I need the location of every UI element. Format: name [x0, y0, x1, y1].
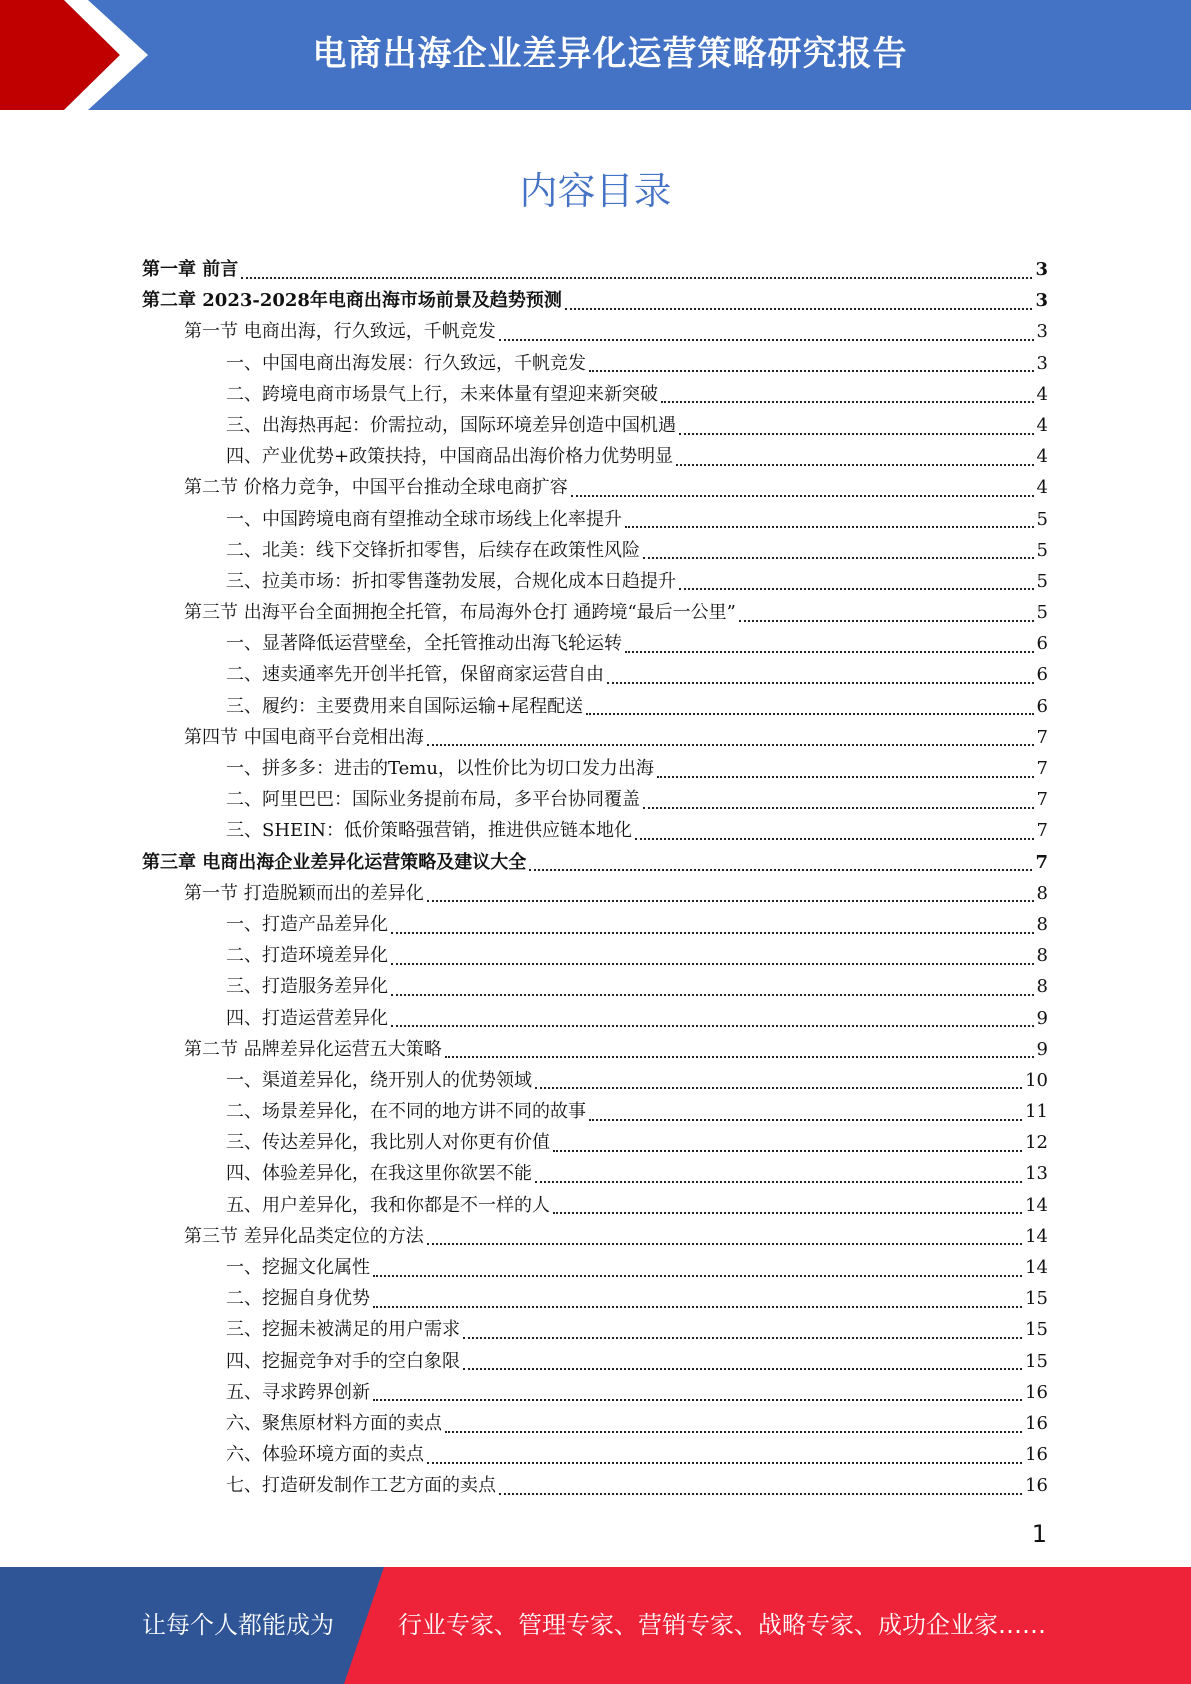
toc-dot-leader	[463, 1337, 1022, 1339]
toc-entry-page: 11	[1025, 1101, 1048, 1123]
toc-entry-page: 4	[1036, 414, 1048, 436]
toc-entry-title: 三、拉美市场：折扣零售蓬勃发展，合规化成本日趋提升	[226, 570, 676, 592]
toc-entry-title: 二、挖掘自身优势	[226, 1288, 370, 1310]
toc-entry-page: 3	[1035, 290, 1048, 312]
toc-entry[interactable]	[142, 628, 1048, 659]
toc-entry-title: 第二节 价格力竞争，中国平台推动全球电商扩容	[184, 477, 568, 499]
toc-entry[interactable]	[142, 659, 1048, 690]
toc-dot-leader	[427, 744, 1034, 746]
toc-entry-page: 12	[1025, 1132, 1048, 1154]
toc-dot-leader	[391, 932, 1034, 934]
toc-entry-page: 5	[1036, 602, 1048, 624]
toc-entry[interactable]	[142, 878, 1048, 909]
toc-entry-page: 8	[1036, 976, 1048, 998]
toc-entry[interactable]	[142, 1346, 1048, 1377]
toc-dot-leader	[553, 1212, 1022, 1214]
toc-entry-page: 16	[1025, 1475, 1048, 1497]
toc-dot-leader	[571, 495, 1034, 497]
toc-entry[interactable]	[142, 1065, 1048, 1096]
toc-entry-title: 一、拼多多：进击的Temu，以性价比为切口发力出海	[226, 758, 654, 779]
toc-entry-title: 一、打造产品差异化	[226, 913, 388, 935]
toc-entry-title: 五、寻求跨界创新	[226, 1381, 370, 1403]
toc-entry[interactable]	[142, 441, 1048, 472]
toc-entry-page: 3	[1036, 321, 1048, 343]
toc-entry-title: 二、打造环境差异化	[226, 945, 388, 967]
toc-entry-page: 8	[1036, 882, 1048, 904]
toc-entry-page: 13	[1025, 1163, 1048, 1185]
toc-entry-page: 4	[1036, 383, 1048, 405]
toc-dot-leader	[529, 869, 1032, 871]
toc-entry-page: 6	[1036, 695, 1048, 717]
toc-entry-page: 5	[1036, 570, 1048, 592]
toc-dot-leader	[241, 277, 1032, 279]
toc-entry-title: 四、打造运营差异化	[226, 1007, 388, 1029]
toc-entry-title: 一、中国电商出海发展：行久致远，千帆竞发	[226, 352, 586, 374]
toc-entry[interactable]	[142, 722, 1048, 753]
toc-entry-title: 三、履约：主要费用来自国际运输+尾程配送	[226, 695, 584, 717]
toc-entry-page: 4	[1036, 446, 1048, 468]
toc-entry[interactable]	[142, 1096, 1048, 1127]
header-band	[0, 0, 1191, 110]
toc-entry[interactable]	[142, 815, 1048, 846]
toc-entry[interactable]	[142, 1439, 1048, 1470]
toc-entry-title: 第一节 打造脱颖而出的差异化	[184, 882, 424, 904]
toc-entry-title: 二、北美：线下交锋折扣零售，后续存在政策性风险	[226, 539, 640, 561]
toc-dot-leader	[635, 838, 1034, 840]
toc-dot-leader	[427, 1243, 1022, 1245]
toc-dot-leader	[499, 1493, 1022, 1495]
toc-entry[interactable]	[142, 316, 1048, 347]
toc-entry-title: 三、传达差异化，我比别人对你更有价值	[226, 1132, 550, 1154]
toc-dot-leader	[499, 339, 1034, 341]
toc-dot-leader	[391, 994, 1034, 996]
toc-entry[interactable]	[142, 597, 1048, 628]
toc-entry-title: 四、体验差异化，在我这里你欲罢不能	[226, 1163, 532, 1185]
toc-entry-page: 10	[1025, 1069, 1048, 1091]
toc-entry-title: 第三节 出海平台全面拥抱全托管，布局海外仓打 通跨境“最后一公里”	[184, 602, 736, 624]
toc-entry-title: 二、跨境电商市场景气上行，未来体量有望迎来新突破	[226, 383, 658, 405]
toc-entry-page: 14	[1025, 1194, 1048, 1216]
toc-entry[interactable]	[142, 285, 1048, 316]
chevron-arrow-icon	[0, 0, 160, 110]
toc-entry-page: 7	[1036, 726, 1048, 748]
toc-entry-page: 9	[1036, 1007, 1048, 1029]
toc-dot-leader	[679, 433, 1034, 435]
toc-entry-title: 七、打造研发制作工艺方面的卖点	[226, 1475, 496, 1497]
toc-entry-page: 16	[1025, 1381, 1048, 1403]
toc-entry-page: 16	[1025, 1444, 1048, 1466]
toc-entry-title: 一、渠道差异化，绕开别人的优势领域	[226, 1069, 532, 1091]
toc-entry[interactable]	[142, 1034, 1048, 1065]
toc-entry[interactable]	[142, 1408, 1048, 1439]
toc-dot-leader	[535, 1087, 1022, 1089]
toc-dot-leader	[589, 1119, 1022, 1121]
toc-dot-leader	[657, 776, 1034, 778]
toc-dot-leader	[427, 900, 1034, 902]
toc-entry-title: 三、打造服务差异化	[226, 976, 388, 998]
toc-dot-leader	[679, 588, 1034, 590]
toc-entry-title: 二、阿里巴巴：国际业务提前布局，多平台协同覆盖	[226, 789, 640, 811]
toc-dot-leader	[625, 526, 1034, 528]
toc-entry[interactable]	[142, 971, 1048, 1002]
toc-entry-page: 7	[1035, 851, 1048, 873]
toc-entry-title: 一、挖掘文化属性	[226, 1257, 370, 1278]
toc-entry-title: 第一节 电商出海，行久致远，千帆竞发	[184, 321, 496, 343]
toc-dot-leader	[586, 713, 1033, 715]
toc-entry[interactable]	[142, 1190, 1048, 1221]
toc-dot-leader	[445, 1056, 1034, 1058]
toc-entry-title: 五、用户差异化，我和你都是不一样的人	[226, 1194, 550, 1216]
toc-entry-title: 第四节 中国电商平台竞相出海	[184, 726, 424, 748]
toc-dot-leader	[553, 1150, 1022, 1152]
toc-entry-page: 5	[1036, 508, 1048, 530]
toc-entry-page: 6	[1036, 633, 1048, 655]
toc-entry-page: 15	[1025, 1319, 1048, 1341]
toc-entry[interactable]	[142, 1221, 1048, 1252]
toc-entry-title: 三、出海热再起：价需拉动，国际环境差异创造中国机遇	[226, 414, 676, 436]
toc-entry-title: 一、显著降低运营壁垒，全托管推动出海飞轮运转	[226, 633, 622, 655]
toc-entry-title: 第二节 品牌差异化运营五大策略	[184, 1038, 442, 1060]
toc-entry-title: 一、中国跨境电商有望推动全球市场线上化率提升	[226, 508, 622, 530]
toc-entry[interactable]	[142, 1127, 1048, 1158]
toc-entry-page: 3	[1035, 259, 1048, 280]
toc-entry[interactable]	[142, 379, 1048, 410]
toc-entry[interactable]	[142, 1470, 1048, 1501]
toc-dot-leader	[373, 1275, 1022, 1277]
toc-entry-page: 15	[1025, 1350, 1048, 1372]
toc-entry[interactable]	[142, 472, 1048, 503]
toc-dot-leader	[589, 370, 1034, 372]
table-of-contents	[142, 254, 1048, 1502]
toc-entry-page: 7	[1036, 789, 1048, 811]
toc-entry-page: 8	[1036, 913, 1048, 935]
toc-entry[interactable]	[142, 1283, 1048, 1314]
toc-entry-page: 16	[1025, 1412, 1048, 1434]
toc-dot-leader	[625, 651, 1034, 653]
page-number: 1	[1031, 1520, 1047, 1548]
toc-entry[interactable]	[142, 909, 1048, 940]
toc-entry-page: 4	[1036, 477, 1048, 499]
toc-entry-page: 14	[1025, 1225, 1048, 1247]
toc-entry[interactable]	[142, 254, 1048, 285]
toc-entry-title: 二、场景差异化，在不同的地方讲不同的故事	[226, 1101, 586, 1123]
toc-dot-leader	[607, 682, 1034, 684]
toc-entry-title: 三、SHEIN：低价策略强营销，推进供应链本地化	[226, 820, 633, 842]
toc-entry[interactable]	[142, 1003, 1048, 1034]
footer-slogan: 让每个人都能成为	[142, 1611, 334, 1639]
toc-dot-leader	[676, 464, 1033, 466]
report-title: 电商出海企业差异化运营策略研究报告	[312, 34, 908, 74]
toc-entry[interactable]	[142, 348, 1048, 379]
toc-dot-leader	[391, 963, 1034, 965]
toc-entry[interactable]	[142, 535, 1048, 566]
toc-dot-leader	[643, 557, 1034, 559]
toc-entry-page: 7	[1036, 820, 1048, 842]
toc-entry[interactable]	[142, 504, 1048, 535]
toc-dot-leader	[739, 620, 1034, 622]
toc-entry-title: 四、产业优势+政策扶持，中国商品出海价格力优势明显	[226, 446, 674, 468]
toc-entry-page: 9	[1036, 1038, 1048, 1060]
footer-roles: 行业专家、管理专家、营销专家、战略专家、成功企业家……	[398, 1611, 1046, 1639]
toc-dot-leader	[391, 1025, 1034, 1027]
toc-entry[interactable]	[142, 753, 1048, 784]
toc-entry[interactable]	[142, 410, 1048, 441]
toc-entry[interactable]	[142, 847, 1048, 878]
toc-entry[interactable]	[142, 1252, 1048, 1283]
toc-entry-title: 六、聚焦原材料方面的卖点	[226, 1412, 442, 1434]
toc-entry-page: 5	[1036, 539, 1048, 561]
toc-dot-leader	[661, 401, 1034, 403]
toc-entry-page: 7	[1036, 758, 1048, 779]
toc-dot-leader	[463, 1368, 1022, 1370]
toc-entry[interactable]	[142, 1377, 1048, 1408]
toc-entry[interactable]	[142, 566, 1048, 597]
toc-dot-leader	[427, 1462, 1022, 1464]
toc-entry-title: 第三节 差异化品类定位的方法	[184, 1225, 424, 1247]
toc-entry[interactable]	[142, 1314, 1048, 1345]
toc-dot-leader	[373, 1306, 1022, 1308]
toc-entry-title: 第二章 2023-2028年电商出海市场前景及趋势预测	[142, 290, 562, 312]
toc-entry-page: 15	[1025, 1288, 1048, 1310]
toc-dot-leader	[373, 1399, 1022, 1401]
toc-entry-title: 二、速卖通率先开创半托管，保留商家运营自由	[226, 664, 604, 686]
toc-entry[interactable]	[142, 691, 1048, 722]
footer-band	[0, 1567, 1191, 1684]
toc-heading: 内容目录	[519, 169, 672, 213]
toc-dot-leader	[565, 308, 1033, 310]
toc-dot-leader	[445, 1431, 1022, 1433]
toc-entry[interactable]	[142, 940, 1048, 971]
toc-entry-page: 6	[1036, 664, 1048, 686]
toc-entry-page: 3	[1036, 352, 1048, 374]
toc-entry[interactable]	[142, 784, 1048, 815]
toc-entry[interactable]	[142, 1158, 1048, 1189]
toc-dot-leader	[643, 807, 1034, 809]
toc-entry-title: 第一章 前言	[142, 259, 239, 280]
toc-entry-title: 六、体验环境方面的卖点	[226, 1444, 424, 1466]
toc-entry-page: 14	[1025, 1257, 1048, 1278]
toc-dot-leader	[535, 1181, 1022, 1183]
toc-entry-title: 三、挖掘未被满足的用户需求	[226, 1319, 460, 1341]
toc-entry-page: 8	[1036, 945, 1048, 967]
toc-entry-title: 四、挖掘竞争对手的空白象限	[226, 1350, 460, 1372]
toc-entry-title: 第三章 电商出海企业差异化运营策略及建议大全	[142, 851, 527, 873]
